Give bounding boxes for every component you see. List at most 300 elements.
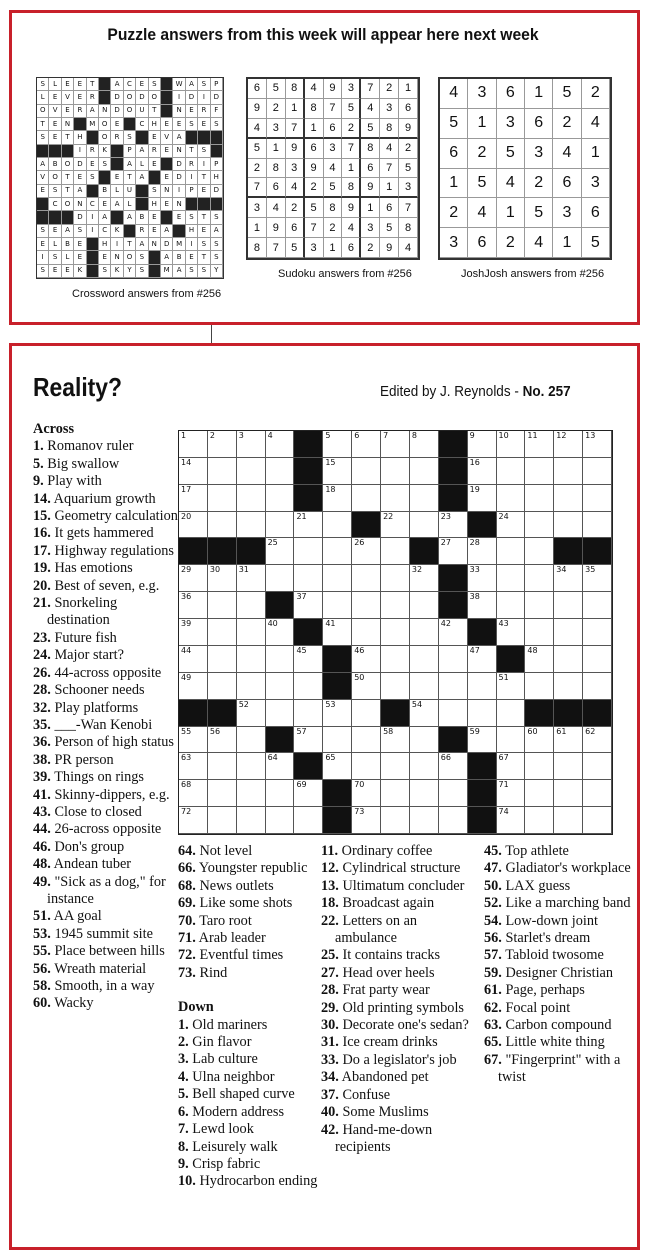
grid-cell[interactable] — [266, 458, 295, 485]
grid-cell[interactable] — [179, 565, 208, 592]
crossword-answer-cell: S — [37, 131, 49, 144]
grid-cell[interactable] — [381, 431, 410, 458]
clue-number: 41. — [33, 786, 51, 803]
crossword-answer-cell: E — [62, 105, 74, 118]
grid-cell[interactable] — [179, 458, 208, 485]
clue — [321, 913, 479, 948]
crossword-answer-block — [136, 185, 148, 198]
grid-cell[interactable] — [381, 619, 410, 646]
grid-cell[interactable] — [410, 673, 439, 700]
clue-text: Major start? — [50, 647, 124, 664]
grid-cell[interactable] — [525, 673, 554, 700]
grid-cell[interactable] — [439, 753, 468, 780]
clue-number: 49. — [33, 873, 51, 890]
grid-cell[interactable] — [381, 538, 410, 565]
clue-number: 12. — [321, 860, 339, 877]
grid-cell[interactable] — [497, 700, 526, 727]
grid-cell[interactable] — [323, 431, 352, 458]
grid-cell[interactable] — [410, 458, 439, 485]
grid-cell[interactable] — [208, 727, 237, 754]
crossword-answer-block — [111, 211, 123, 224]
sudoku-cell: 3 — [380, 99, 399, 119]
grid-cell[interactable] — [410, 431, 439, 458]
grid-cell[interactable] — [208, 458, 237, 485]
sudoku-cell: 5 — [267, 79, 286, 99]
grid-cell[interactable] — [323, 619, 352, 646]
cell-number: 40 — [267, 619, 278, 629]
grid-block — [294, 619, 323, 646]
grid-cell[interactable] — [179, 780, 208, 807]
grid-block — [439, 485, 468, 512]
sudoku-cell: 2 — [361, 238, 380, 258]
grid-cell[interactable] — [381, 512, 410, 539]
grid-cell[interactable] — [583, 565, 612, 592]
clue-number: 62. — [484, 999, 502, 1016]
grid-cell[interactable] — [525, 780, 554, 807]
grid-cell[interactable] — [208, 753, 237, 780]
grid-cell[interactable] — [208, 807, 237, 834]
sudoku-cell: 4 — [324, 159, 343, 179]
crossword-answer-cell: C — [87, 198, 99, 211]
grid-cell[interactable] — [352, 538, 381, 565]
joshjosh-cell: 1 — [468, 109, 496, 139]
grid-cell[interactable] — [439, 807, 468, 834]
grid-cell[interactable] — [294, 673, 323, 700]
crossword-answer-cell: O — [49, 171, 61, 184]
grid-cell[interactable] — [323, 727, 352, 754]
clue-text: Lewd look — [188, 1121, 254, 1138]
grid-cell[interactable] — [439, 538, 468, 565]
grid-cell[interactable] — [208, 673, 237, 700]
grid-cell[interactable] — [554, 780, 583, 807]
grid-cell[interactable] — [497, 538, 526, 565]
grid-cell[interactable] — [525, 485, 554, 512]
grid-cell[interactable] — [237, 753, 266, 780]
crossword-answer-block — [186, 131, 198, 144]
grid-cell[interactable] — [208, 565, 237, 592]
grid-cell[interactable] — [237, 619, 266, 646]
grid-cell[interactable] — [439, 512, 468, 539]
grid-cell[interactable] — [208, 431, 237, 458]
grid-cell[interactable] — [208, 512, 237, 539]
crossword-answer-cell: E — [161, 118, 173, 131]
grid-cell[interactable] — [352, 458, 381, 485]
grid-cell[interactable] — [439, 646, 468, 673]
grid-cell[interactable] — [583, 619, 612, 646]
grid-cell[interactable] — [266, 673, 295, 700]
clue — [178, 1069, 318, 1086]
grid-cell[interactable] — [352, 700, 381, 727]
grid-cell[interactable] — [352, 646, 381, 673]
grid-cell[interactable] — [554, 431, 583, 458]
clue-text: Has emotions — [50, 560, 133, 577]
grid-cell[interactable] — [381, 753, 410, 780]
grid-cell[interactable] — [352, 780, 381, 807]
grid-cell[interactable] — [237, 807, 266, 834]
grid-cell[interactable] — [497, 753, 526, 780]
sudoku-cell: 6 — [361, 159, 380, 179]
clue — [178, 1034, 318, 1051]
grid-cell[interactable] — [381, 780, 410, 807]
crossword-answer-cell: I — [74, 145, 86, 158]
crossword-answer-block — [198, 198, 210, 211]
grid-cell[interactable] — [266, 512, 295, 539]
crossword-answer-cell: E — [74, 171, 86, 184]
sudoku-cell: 9 — [342, 198, 361, 218]
grid-cell[interactable] — [410, 512, 439, 539]
sudoku-cell: 4 — [342, 218, 361, 238]
grid-cell[interactable] — [208, 485, 237, 512]
joshjosh-cell: 3 — [582, 169, 610, 199]
clue — [484, 1034, 634, 1051]
grid-cell[interactable] — [525, 727, 554, 754]
grid-cell[interactable] — [352, 807, 381, 834]
grid-cell[interactable] — [554, 673, 583, 700]
grid-cell[interactable] — [554, 592, 583, 619]
grid-cell[interactable] — [583, 727, 612, 754]
grid-cell[interactable] — [237, 512, 266, 539]
grid-cell[interactable] — [237, 485, 266, 512]
grid-cell[interactable] — [497, 485, 526, 512]
crossword-answer-cell: A — [99, 211, 111, 224]
grid-cell[interactable] — [208, 646, 237, 673]
grid-cell[interactable] — [237, 673, 266, 700]
grid-cell[interactable] — [352, 431, 381, 458]
clue-text: Close to closed — [50, 803, 142, 820]
cell-number: 51 — [498, 672, 509, 682]
grid-cell[interactable] — [525, 619, 554, 646]
crossword-answer-cell: T — [198, 211, 210, 224]
crossword-answer-cell: E — [186, 251, 198, 264]
joshjosh-cell: 3 — [497, 109, 525, 139]
grid-cell[interactable] — [525, 458, 554, 485]
crossword-answer-cell: A — [111, 78, 123, 91]
grid-cell[interactable] — [208, 780, 237, 807]
clue-number: 40. — [321, 1104, 339, 1121]
grid-cell[interactable] — [323, 538, 352, 565]
grid-cell[interactable] — [381, 485, 410, 512]
grid-cell[interactable] — [554, 619, 583, 646]
grid-cell[interactable] — [352, 753, 381, 780]
clue — [33, 943, 178, 960]
grid-cell[interactable] — [266, 619, 295, 646]
crossword-answer-cell: T — [124, 171, 136, 184]
grid-cell[interactable] — [554, 646, 583, 673]
clue-number: 4. — [178, 1068, 189, 1085]
crossword-answer-block — [211, 145, 223, 158]
grid-cell[interactable] — [497, 619, 526, 646]
grid-cell[interactable] — [294, 538, 323, 565]
grid-cell[interactable] — [525, 512, 554, 539]
grid-cell[interactable] — [294, 700, 323, 727]
grid-cell[interactable] — [525, 538, 554, 565]
grid-cell[interactable] — [410, 485, 439, 512]
crossword-grid[interactable] — [178, 430, 613, 835]
clue-number: 55. — [33, 943, 51, 960]
grid-cell[interactable] — [410, 780, 439, 807]
grid-cell[interactable] — [525, 753, 554, 780]
grid-cell[interactable] — [352, 727, 381, 754]
crossword-answer-block — [87, 185, 99, 198]
grid-cell[interactable] — [497, 592, 526, 619]
grid-cell[interactable] — [266, 485, 295, 512]
crossword-answer-cell: U — [136, 105, 148, 118]
cell-number: 68 — [181, 780, 192, 790]
grid-cell[interactable] — [410, 700, 439, 727]
crossword-answer-cell: I — [186, 238, 198, 251]
grid-cell[interactable] — [237, 780, 266, 807]
grid-cell[interactable] — [294, 646, 323, 673]
clue-number: 28. — [33, 682, 51, 699]
cell-number: 10 — [498, 431, 509, 440]
grid-cell[interactable] — [179, 646, 208, 673]
crossword-answer-cell: S — [149, 185, 161, 198]
sudoku-cell: 5 — [399, 159, 418, 179]
grid-cell[interactable] — [468, 431, 497, 458]
grid-cell[interactable] — [497, 780, 526, 807]
grid-cell[interactable] — [266, 807, 295, 834]
grid-cell[interactable] — [323, 565, 352, 592]
crossword-answer-cell: V — [49, 105, 61, 118]
grid-cell[interactable] — [208, 619, 237, 646]
grid-cell[interactable] — [554, 458, 583, 485]
clue-number: 53. — [33, 925, 51, 942]
grid-cell[interactable] — [294, 807, 323, 834]
grid-cell[interactable] — [468, 700, 497, 727]
grid-cell[interactable] — [439, 619, 468, 646]
grid-block — [323, 807, 352, 834]
crossword-answer-cell: H — [211, 171, 223, 184]
grid-cell[interactable] — [554, 807, 583, 834]
grid-cell[interactable] — [352, 673, 381, 700]
crossword-answer-cell: S — [136, 265, 148, 278]
crossword-answer-cell: O — [124, 91, 136, 104]
grid-cell[interactable] — [583, 431, 612, 458]
grid-cell[interactable] — [525, 565, 554, 592]
grid-cell[interactable] — [583, 485, 612, 512]
grid-cell[interactable] — [497, 458, 526, 485]
clue-number: 22. — [321, 912, 339, 929]
grid-cell[interactable] — [381, 727, 410, 754]
crossword-answer-cell: E — [173, 211, 185, 224]
grid-cell[interactable] — [266, 538, 295, 565]
grid-cell[interactable] — [583, 780, 612, 807]
grid-cell[interactable] — [497, 512, 526, 539]
crossword-answer-cell: E — [49, 265, 61, 278]
clue — [178, 1139, 318, 1156]
grid-cell[interactable] — [381, 592, 410, 619]
grid-cell[interactable] — [468, 592, 497, 619]
clue — [484, 843, 634, 860]
grid-cell[interactable] — [410, 565, 439, 592]
clue-number: 23. — [33, 629, 51, 646]
grid-cell[interactable] — [381, 458, 410, 485]
grid-cell[interactable] — [583, 646, 612, 673]
grid-cell[interactable] — [410, 753, 439, 780]
grid-cell[interactable] — [237, 700, 266, 727]
clue-text: Skinny-dippers, e.g. — [50, 786, 170, 803]
grid-cell[interactable] — [525, 646, 554, 673]
grid-cell[interactable] — [583, 807, 612, 834]
grid-cell[interactable] — [294, 592, 323, 619]
clue-text: Place between hills — [50, 943, 165, 960]
grid-cell[interactable] — [410, 807, 439, 834]
grid-cell[interactable] — [554, 565, 583, 592]
grid-cell[interactable] — [323, 592, 352, 619]
grid-cell[interactable] — [237, 458, 266, 485]
crossword-answer-cell: B — [62, 238, 74, 251]
grid-cell[interactable] — [266, 431, 295, 458]
grid-cell[interactable] — [352, 619, 381, 646]
grid-cell[interactable] — [583, 753, 612, 780]
grid-cell[interactable] — [179, 753, 208, 780]
grid-cell[interactable] — [439, 673, 468, 700]
cell-number: 66 — [440, 753, 451, 763]
cell-number: 63 — [181, 753, 192, 763]
crossword-answer-cell: K — [111, 225, 123, 238]
grid-block — [497, 646, 526, 673]
grid-cell[interactable] — [237, 646, 266, 673]
grid-cell[interactable] — [583, 512, 612, 539]
grid-block — [554, 538, 583, 565]
clue — [178, 913, 318, 930]
grid-block — [352, 512, 381, 539]
grid-cell[interactable] — [294, 780, 323, 807]
grid-cell[interactable] — [266, 646, 295, 673]
grid-cell[interactable] — [554, 753, 583, 780]
crossword-answer-cell: E — [99, 251, 111, 264]
grid-cell[interactable] — [583, 592, 612, 619]
grid-cell[interactable] — [323, 458, 352, 485]
grid-cell[interactable] — [583, 458, 612, 485]
grid-cell[interactable] — [266, 753, 295, 780]
clue-number: 9. — [178, 1155, 189, 1172]
crossword-answer-cell: T — [149, 105, 161, 118]
grid-cell[interactable] — [497, 565, 526, 592]
grid-cell[interactable] — [525, 431, 554, 458]
grid-cell[interactable] — [468, 538, 497, 565]
clue-text: Leisurely walk — [188, 1138, 278, 1155]
crossword-answer-cell: D — [161, 238, 173, 251]
grid-cell[interactable] — [323, 700, 352, 727]
grid-cell[interactable] — [410, 592, 439, 619]
grid-cell[interactable] — [352, 485, 381, 512]
grid-cell[interactable] — [237, 727, 266, 754]
grid-cell[interactable] — [323, 753, 352, 780]
grid-cell[interactable] — [352, 592, 381, 619]
grid-cell[interactable] — [266, 565, 295, 592]
cell-number: 34 — [556, 565, 567, 575]
grid-cell[interactable] — [497, 431, 526, 458]
grid-cell[interactable] — [294, 727, 323, 754]
grid-cell[interactable] — [497, 673, 526, 700]
sudoku-cell: 6 — [305, 139, 324, 159]
joshjosh-cell: 2 — [497, 228, 525, 258]
grid-cell[interactable] — [237, 592, 266, 619]
grid-cell[interactable] — [439, 780, 468, 807]
cell-number: 26 — [354, 538, 365, 548]
sudoku-cell: 7 — [361, 79, 380, 99]
grid-cell[interactable] — [381, 565, 410, 592]
grid-cell[interactable] — [554, 727, 583, 754]
grid-cell[interactable] — [237, 565, 266, 592]
grid-cell[interactable] — [554, 485, 583, 512]
grid-cell[interactable] — [468, 485, 497, 512]
sudoku-cell: 6 — [324, 119, 343, 139]
grid-cell[interactable] — [179, 807, 208, 834]
grid-cell[interactable] — [294, 565, 323, 592]
grid-cell[interactable] — [323, 485, 352, 512]
clue-text: Confuse — [338, 1086, 391, 1103]
grid-cell[interactable] — [179, 619, 208, 646]
grid-cell[interactable] — [381, 646, 410, 673]
grid-cell[interactable] — [468, 727, 497, 754]
grid-cell[interactable] — [468, 458, 497, 485]
clue-number: 42. — [321, 1121, 339, 1138]
grid-cell[interactable] — [468, 673, 497, 700]
grid-cell[interactable] — [525, 592, 554, 619]
clue-number: 45. — [484, 843, 502, 859]
clue-text: Ice cream drinks — [338, 1034, 438, 1051]
grid-cell[interactable] — [179, 673, 208, 700]
grid-cell[interactable] — [554, 512, 583, 539]
grid-cell[interactable] — [237, 431, 266, 458]
grid-cell[interactable] — [323, 512, 352, 539]
grid-cell[interactable] — [179, 727, 208, 754]
grid-cell[interactable] — [208, 592, 237, 619]
grid-cell[interactable] — [179, 592, 208, 619]
crossword-answer-cell: A — [124, 158, 136, 171]
clue-text: Highway regulations — [50, 542, 174, 559]
crossword-answer-cell: D — [74, 158, 86, 171]
grid-cell[interactable] — [410, 727, 439, 754]
grid-cell[interactable] — [266, 700, 295, 727]
grid-cell[interactable] — [583, 673, 612, 700]
grid-cell[interactable] — [266, 780, 295, 807]
clue-number: 67. — [484, 1051, 502, 1068]
grid-cell[interactable] — [525, 807, 554, 834]
grid-cell[interactable] — [294, 512, 323, 539]
crossword-answer-cell: A — [211, 225, 223, 238]
sudoku-cell: 6 — [399, 99, 418, 119]
crossword-answer-cell: T — [198, 171, 210, 184]
crossword-answer-cell: O — [124, 105, 136, 118]
clue-text: Ulna neighbor — [188, 1068, 275, 1085]
grid-cell[interactable] — [381, 807, 410, 834]
grid-cell[interactable] — [410, 646, 439, 673]
grid-cell[interactable] — [410, 619, 439, 646]
sudoku-cell: 8 — [248, 238, 267, 258]
grid-cell[interactable] — [179, 512, 208, 539]
grid-cell[interactable] — [179, 431, 208, 458]
cell-number: 16 — [469, 457, 480, 467]
grid-cell[interactable] — [381, 673, 410, 700]
grid-cell[interactable] — [497, 807, 526, 834]
grid-cell[interactable] — [352, 565, 381, 592]
sudoku-cell: 8 — [305, 99, 324, 119]
clue — [321, 982, 479, 999]
grid-cell[interactable] — [468, 565, 497, 592]
grid-cell[interactable] — [439, 700, 468, 727]
grid-cell[interactable] — [179, 485, 208, 512]
joshjosh-cell: 6 — [440, 139, 468, 169]
crossword-answer-cell: B — [49, 158, 61, 171]
grid-cell[interactable] — [468, 646, 497, 673]
sudoku-cell: 7 — [286, 119, 305, 139]
grid-cell[interactable] — [497, 727, 526, 754]
crossword-answer-cell: E — [111, 171, 123, 184]
clue-number: 54. — [484, 912, 502, 929]
